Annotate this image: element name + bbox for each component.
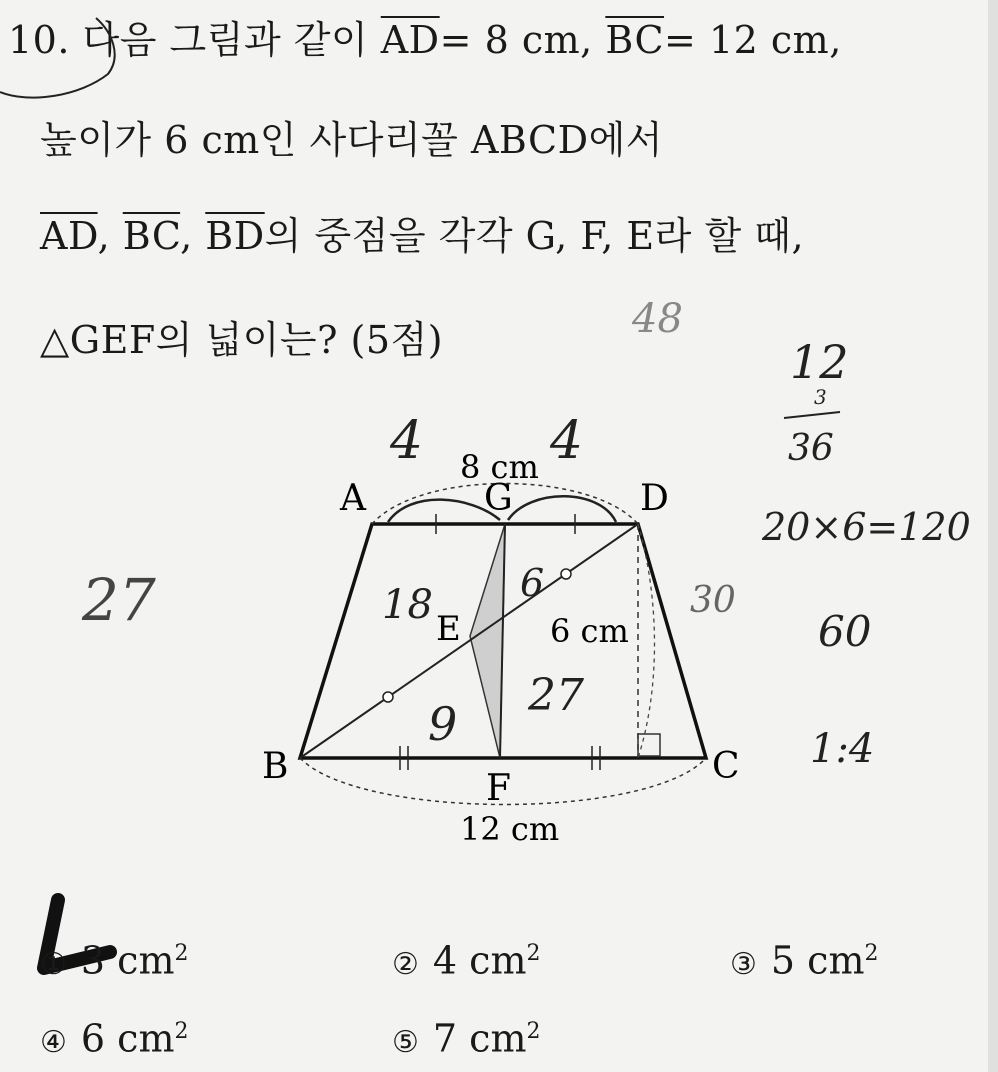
hand-note: 60 xyxy=(818,607,872,656)
choice-exponent: 2 xyxy=(864,941,879,966)
midpoint-mark xyxy=(561,569,571,579)
choice-4[interactable] xyxy=(40,1010,188,1065)
question-text: , xyxy=(97,214,123,258)
question-number: 10. xyxy=(8,18,70,62)
question-text: , xyxy=(180,214,206,258)
right-angle-mark xyxy=(638,734,660,756)
choice-5[interactable] xyxy=(392,1010,540,1065)
choice-value: 3 cm xyxy=(80,938,175,983)
page-edge xyxy=(988,0,998,1072)
question-line-2: 높이가 6 cm인 사다리꼴 ABCD에서 xyxy=(40,118,664,162)
choice-number: ④ xyxy=(40,1024,67,1060)
choice-1[interactable] xyxy=(40,932,188,987)
label-a: A xyxy=(340,478,366,519)
choice-number: ③ xyxy=(730,946,757,982)
segment-bc: $\overline{BC}$ xyxy=(122,214,181,258)
question-line-4: △GEF의 넓이는? (5점) xyxy=(40,318,444,362)
midpoint-mark xyxy=(383,692,393,702)
hand-note: 27 xyxy=(528,670,584,721)
question-text: 다음 그림과 같이 xyxy=(82,18,381,62)
label-c: C xyxy=(712,746,740,787)
choice-number: ① xyxy=(40,946,67,982)
hand-note: 30 xyxy=(690,580,736,621)
choice-value: 4 cm xyxy=(432,938,527,983)
choice-3[interactable] xyxy=(730,932,878,987)
height-arc xyxy=(638,524,655,758)
choice-number: ⑤ xyxy=(392,1024,419,1060)
question-text: = 8 cm, xyxy=(439,18,606,62)
hand-fraction-bar xyxy=(784,412,840,418)
choice-number: ② xyxy=(392,946,419,982)
choice-exponent: 2 xyxy=(526,941,541,966)
question-text: 의 중점을 각각 G, F, E라 할 때, xyxy=(264,214,805,258)
choice-exponent: 2 xyxy=(174,1019,189,1044)
choice-exponent: 2 xyxy=(174,941,189,966)
segment-ad: $\overline{AD}$ xyxy=(380,18,440,62)
hand-note: 6 xyxy=(520,561,545,605)
choice-value: 7 cm xyxy=(432,1016,527,1061)
top-length-label: 8 cm xyxy=(460,448,539,486)
segment-bd: $\overline{BD}$ xyxy=(205,214,265,258)
label-f: F xyxy=(486,768,511,809)
hand-note: 3 xyxy=(814,385,827,409)
bottom-length-label: 12 cm xyxy=(460,810,560,848)
label-b: B xyxy=(262,746,289,787)
choice-exponent: 2 xyxy=(526,1019,541,1044)
pen-arc-gd xyxy=(508,496,616,522)
pen-circle-stroke xyxy=(0,18,115,98)
segment-bc: $\overline{BC}$ xyxy=(605,18,665,62)
choice-value: 5 cm xyxy=(770,938,865,983)
choice-value: 6 cm xyxy=(80,1016,175,1061)
choice-2[interactable] xyxy=(392,932,540,987)
height-label: 6 cm xyxy=(550,612,629,650)
question-text: = 12 cm, xyxy=(664,18,842,62)
hand-note: 18 xyxy=(382,582,433,628)
hand-note: 48 xyxy=(632,296,683,342)
label-d: D xyxy=(640,478,669,519)
hand-note: 27 xyxy=(82,566,156,634)
hand-note: 1:4 xyxy=(810,726,875,772)
segment-ad: $\overline{AD}$ xyxy=(40,214,98,258)
hand-note: 36 xyxy=(788,428,834,469)
hand-note: 9 xyxy=(428,697,458,751)
hand-note: 20×6=120 xyxy=(762,505,971,549)
hand-note: 4 xyxy=(390,411,424,471)
hand-note: 4 xyxy=(550,411,584,471)
label-g: G xyxy=(484,478,513,519)
hand-note: 12 xyxy=(790,335,849,389)
label-e: E xyxy=(436,609,461,649)
